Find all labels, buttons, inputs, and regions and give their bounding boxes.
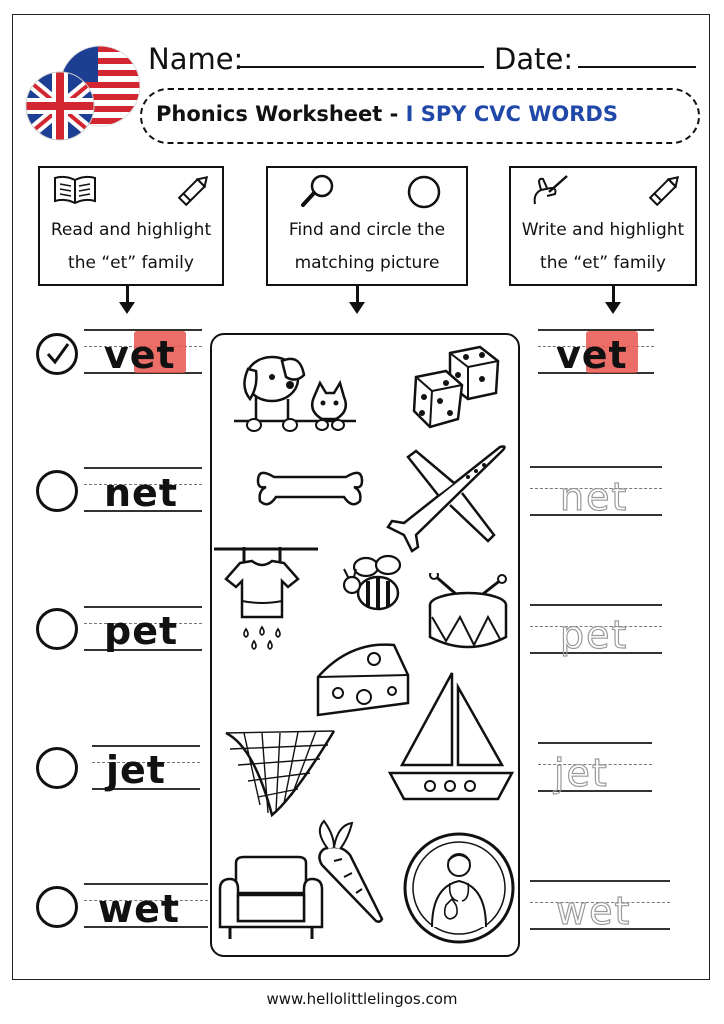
dog-and-cat-icon[interactable] <box>234 347 356 439</box>
arrow-head-icon <box>119 302 135 314</box>
writing-line <box>538 742 652 744</box>
word-pet: pet <box>104 609 179 653</box>
trace-word-pet[interactable]: pet <box>560 613 629 657</box>
magnifier-icon <box>298 172 338 210</box>
date-label: Date: <box>494 42 574 76</box>
flags-logo-icon <box>16 40 140 152</box>
writing-line <box>530 604 662 606</box>
writing-line <box>530 880 670 882</box>
name-line[interactable] <box>238 66 484 68</box>
bee-icon[interactable] <box>338 549 412 619</box>
fishing-net-icon[interactable] <box>224 727 340 823</box>
trace-word-jet[interactable]: jet <box>554 751 609 795</box>
instruction-1-line2: the “et” family <box>68 253 194 273</box>
writing-hand-icon <box>529 174 571 210</box>
answer-checkbox-vet[interactable] <box>36 333 78 375</box>
trace-word-wet[interactable]: wet <box>556 889 632 933</box>
instruction-2-line1: Find and circle the <box>288 220 446 240</box>
answer-checkbox-jet[interactable] <box>36 747 78 789</box>
vet-doctor-icon[interactable] <box>402 831 516 945</box>
dice-icon[interactable] <box>410 343 506 431</box>
writing-line <box>84 606 202 608</box>
circle-icon <box>406 174 442 210</box>
writing-line <box>92 745 200 747</box>
footer-url: www.hellolittlelingos.com <box>266 990 458 1008</box>
instruction-3-line2: the “et” family <box>540 253 666 273</box>
sailboat-icon[interactable] <box>386 667 516 807</box>
answer-checkbox-wet[interactable] <box>36 886 78 928</box>
drum-icon[interactable] <box>424 573 512 655</box>
word-wet: wet <box>98 887 181 931</box>
title-main: Phonics Worksheet - <box>156 102 406 126</box>
date-line[interactable] <box>578 66 696 68</box>
arrow-head-icon <box>349 302 365 314</box>
wet-laundry-icon[interactable] <box>214 545 322 661</box>
armchair-icon[interactable] <box>218 855 324 941</box>
word-jet: jet <box>106 748 166 792</box>
answer-checkbox-pet[interactable] <box>36 608 78 650</box>
instruction-box-find <box>266 166 468 286</box>
title-highlight: I SPY CVC WORDS <box>405 102 618 126</box>
word-vet: vet <box>104 333 176 377</box>
instruction-box-write <box>509 166 697 286</box>
title-banner <box>140 88 700 144</box>
name-label: Name: <box>148 42 244 76</box>
answer-checkbox-net[interactable] <box>36 470 78 512</box>
airplane-icon[interactable] <box>384 443 508 559</box>
picture-panel <box>210 333 520 957</box>
arrow-head-icon <box>605 302 621 314</box>
instruction-1-line1: Read and highlight <box>50 220 212 240</box>
writing-line <box>84 467 202 469</box>
pencil-icon <box>174 172 214 208</box>
word-net: net <box>104 471 178 515</box>
open-book-icon <box>52 174 98 206</box>
pencil-icon <box>645 172 685 208</box>
trace-word-vet[interactable]: vet <box>556 333 628 377</box>
instruction-box-read <box>38 166 224 286</box>
writing-line <box>530 466 662 468</box>
writing-line <box>84 883 208 885</box>
bone-icon[interactable] <box>254 463 366 511</box>
instruction-3-line1: Write and highlight <box>521 220 685 240</box>
instruction-2-line2: matching picture <box>294 253 440 273</box>
checkmark-icon <box>44 340 72 368</box>
trace-word-net[interactable]: net <box>560 475 629 519</box>
